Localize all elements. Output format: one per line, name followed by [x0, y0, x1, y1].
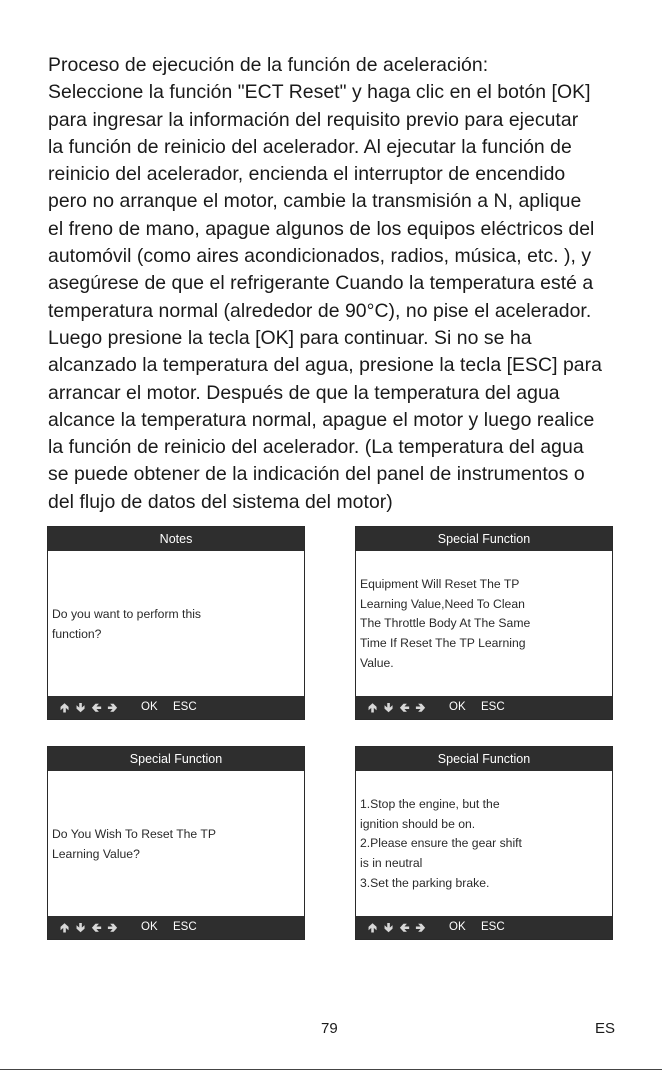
ok-key-label: OK — [141, 701, 158, 713]
language-code: ES — [595, 1020, 616, 1037]
ok-key-label: OK — [449, 921, 466, 933]
arrow-right-icon: 🢂 — [415, 700, 426, 715]
arrow-right-icon: 🢂 — [415, 920, 426, 935]
page-number: 79 — [321, 1020, 338, 1037]
arrow-up-icon: 🢁 — [367, 700, 378, 715]
screen-special-function-warning — [355, 526, 613, 720]
screen-notes — [47, 526, 305, 720]
arrow-down-icon: 🢃 — [383, 920, 394, 935]
arrow-up-icon: 🢁 — [59, 700, 70, 715]
screen-title: Notes — [48, 527, 304, 551]
screen-message: Do you want to perform this function? — [52, 607, 202, 641]
arrow-right-icon: 🢂 — [107, 700, 118, 715]
arrow-left-icon: 🢀 — [91, 920, 102, 935]
screen-footer — [356, 696, 612, 719]
arrow-left-icon: 🢀 — [399, 700, 410, 715]
arrow-up-icon: 🢁 — [59, 920, 70, 935]
esc-key-label: ESC — [173, 921, 197, 933]
arrow-left-icon: 🢀 — [91, 700, 102, 715]
arrow-up-icon: 🢁 — [367, 920, 378, 935]
arrow-down-icon: 🢃 — [75, 920, 86, 935]
arrow-left-icon: 🢀 — [399, 920, 410, 935]
screen-title: Special Function — [356, 527, 612, 551]
esc-key-label: ESC — [481, 921, 505, 933]
screen-message: Do You Wish To Reset The TP Learning Value? — [52, 827, 216, 861]
screen-title: Special Function — [356, 747, 612, 771]
screen-footer — [48, 696, 304, 719]
esc-key-label: ESC — [173, 701, 197, 713]
screen-footer — [48, 916, 304, 939]
screen-footer — [356, 916, 612, 939]
page-bottom-divider — [0, 1069, 662, 1070]
screen-special-function-confirm — [47, 746, 305, 940]
screen-title: Special Function — [48, 747, 304, 771]
ok-key-label: OK — [449, 701, 466, 713]
screen-message: 1.Stop the engine, but the ignition should be on. 2.Please ensure the gear shift is in neutral 3.Set the parking brake. — [360, 797, 522, 890]
screen-special-function-steps — [355, 746, 613, 940]
screen-message: Equipment Will Reset The TP Learning Value,Need To Clean The Throttle Body At The Same Time If Reset The TP Learning Value. — [360, 577, 531, 670]
arrow-down-icon: 🢃 — [75, 700, 86, 715]
instructions-paragraph: Proceso de ejecución de la función de aceleración: Seleccione la función "ECT Reset" y haga clic en el botón [OK] para ingresar la información del requisito previo para ejecutar la función de reinicio del acelerador. Al ejecutar la función de reinicio del acelerador, encienda el interruptor de encendido pero no arranque el motor, cambie la transmisión a N, aplique el freno de mano, apague algunos de los equipos eléctricos del automóvil (como aires acondicionados, radios, música, etc. ), y asegúrese de que el refrigerante Cuando la temperatura esté a temperatura normal (alrededor de 90°C), no pise el acelerador. Luego presione la tecla [OK] para continuar. Si no se ha alcanzado la temperatura del agua, presione la tecla [ESC] para arrancar el motor. Después de que la temperatura del agua alcance la temperatura normal, apague el motor y luego realice la función de reinicio del acelerador. (La temperatura del agua se puede obtener de la indicación del panel de instrumentos o del flujo de datos del sistema del motor) — [48, 54, 602, 513]
ok-key-label: OK — [141, 921, 158, 933]
arrow-down-icon: 🢃 — [383, 700, 394, 715]
arrow-right-icon: 🢂 — [107, 920, 118, 935]
esc-key-label: ESC — [481, 701, 505, 713]
